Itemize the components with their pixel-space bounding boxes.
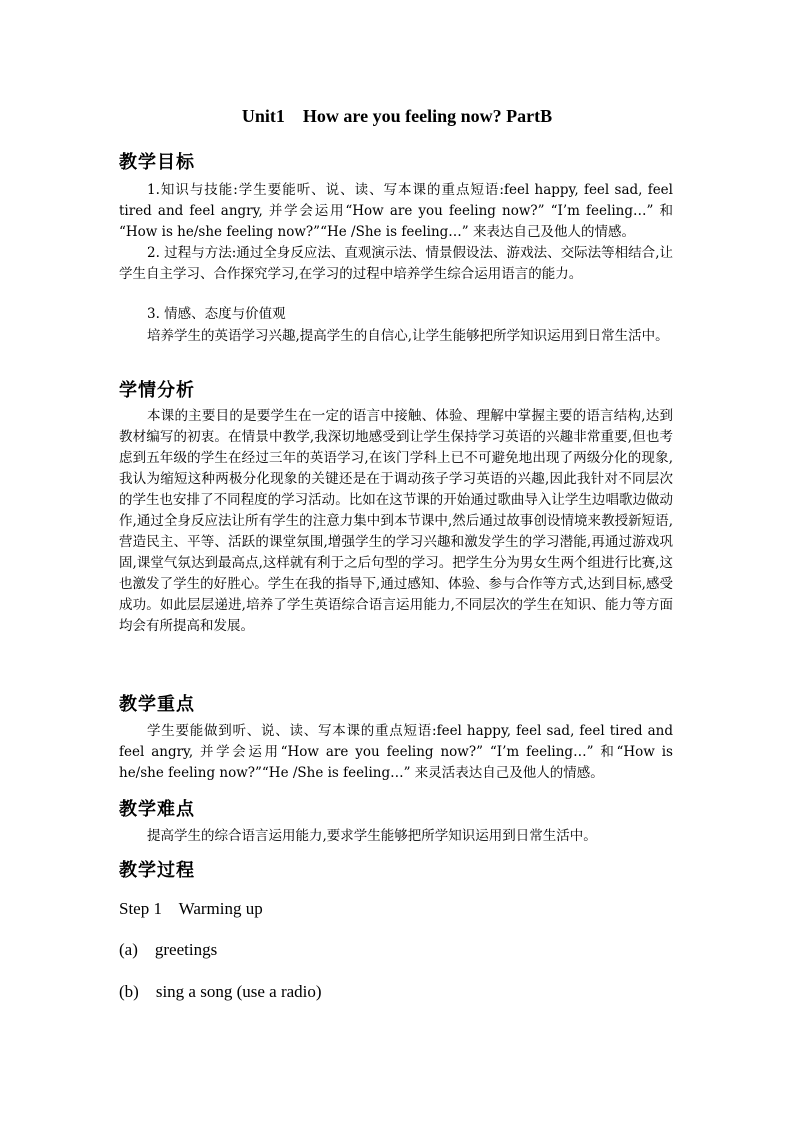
heading-teaching-goals: 教学目标	[119, 152, 195, 173]
goals-paragraph-2: 2. 过程与方法:通过全身反应法、直观演示法、情景假设法、游戏法、交际法等相结合,让学生自主学习、合作探究学习,在学习的过程中培养学生综合运用语言的能力。	[119, 245, 673, 282]
step-item-b: (b) sing a song (use a radio)	[119, 982, 322, 1001]
heading-teaching-focus: 教学重点	[119, 694, 195, 715]
goals-paragraph-4: 培养学生的英语学习兴趣,提高学生的自信心,让学生能够把所学知识运用到日常生活中。	[147, 328, 669, 344]
step-item-a: (a) greetings	[119, 940, 218, 959]
difficulty-paragraph: 提高学生的综合语言运用能力,要求学生能够把所学知识运用到日常生活中。	[147, 828, 597, 844]
analysis-paragraph: 本课的主要目的是要学生在一定的语言中接触、体验、理解中掌握主要的语言结构,达到教材编写的初衷。在情景中教学,我深切地感受到让学生保持学习英语的兴趣非常重要,但也考虑到五年级的学生在经过三年的英语学习,在该门学科上已不可避免地出现了两级分化的现象,我认为缩短这种两极分化现象的关键还是在于调动孩子学习英语的兴趣,因此我针对不同层次的学生也安排了不同程度的学习活动。比如在这节课的开始通过歌曲导入让学生边唱歌边做动作,通过全身反应法让所有学生的注意力集中到本节课中,然后通过故事创设情境来教授新短语,营造民主、平等、活跃的课堂氛围,增强学生的学习兴趣和激发学生的学习潜能,再通过游戏巩固,课堂气氛达到最高点,这样就有利于之后句型的学习。把学生分为男女生两个组进行比赛,这也激发了学生的好胜心。学生在我的指导下,通过感知、体验、参与合作等方式,达到目标,感受成功。如此层层递进,培养了学生英语综合语言运用能力,不同层次的学生在知识、能力等方面均会有所提高和发展。	[119, 408, 673, 634]
focus-paragraph: 学生要能做到听、说、读、写本课的重点短语:feel happy, feel sad, feel tired and feel angry, 并学会运用“How are you feeling now?” “I’m feeling…” 和“How is he/she feeling now?”“He /She is feeling…” 来灵活表达自己及他人的情感。	[119, 723, 673, 781]
heading-teaching-difficulty: 教学难点	[119, 799, 195, 820]
heading-teaching-process: 教学过程	[119, 860, 195, 881]
page-title: Unit1 How are you feeling now? PartB	[241, 106, 553, 126]
goals-paragraph-1: 1.知识与技能:学生要能听、说、读、写本课的重点短语:feel happy, feel sad, feel tired and feel angry, 并学会运用“How are you feeling now?” “I’m feeling…” 和 “How is he/she feeling now?”“He /She is feeling…” 来表达自己及他人的情感。	[119, 182, 673, 240]
step-1-heading: Step 1 Warming up	[119, 899, 263, 918]
heading-student-analysis: 学情分析	[119, 380, 195, 401]
goals-paragraph-3: 3. 情感、态度与价值观	[147, 306, 286, 322]
